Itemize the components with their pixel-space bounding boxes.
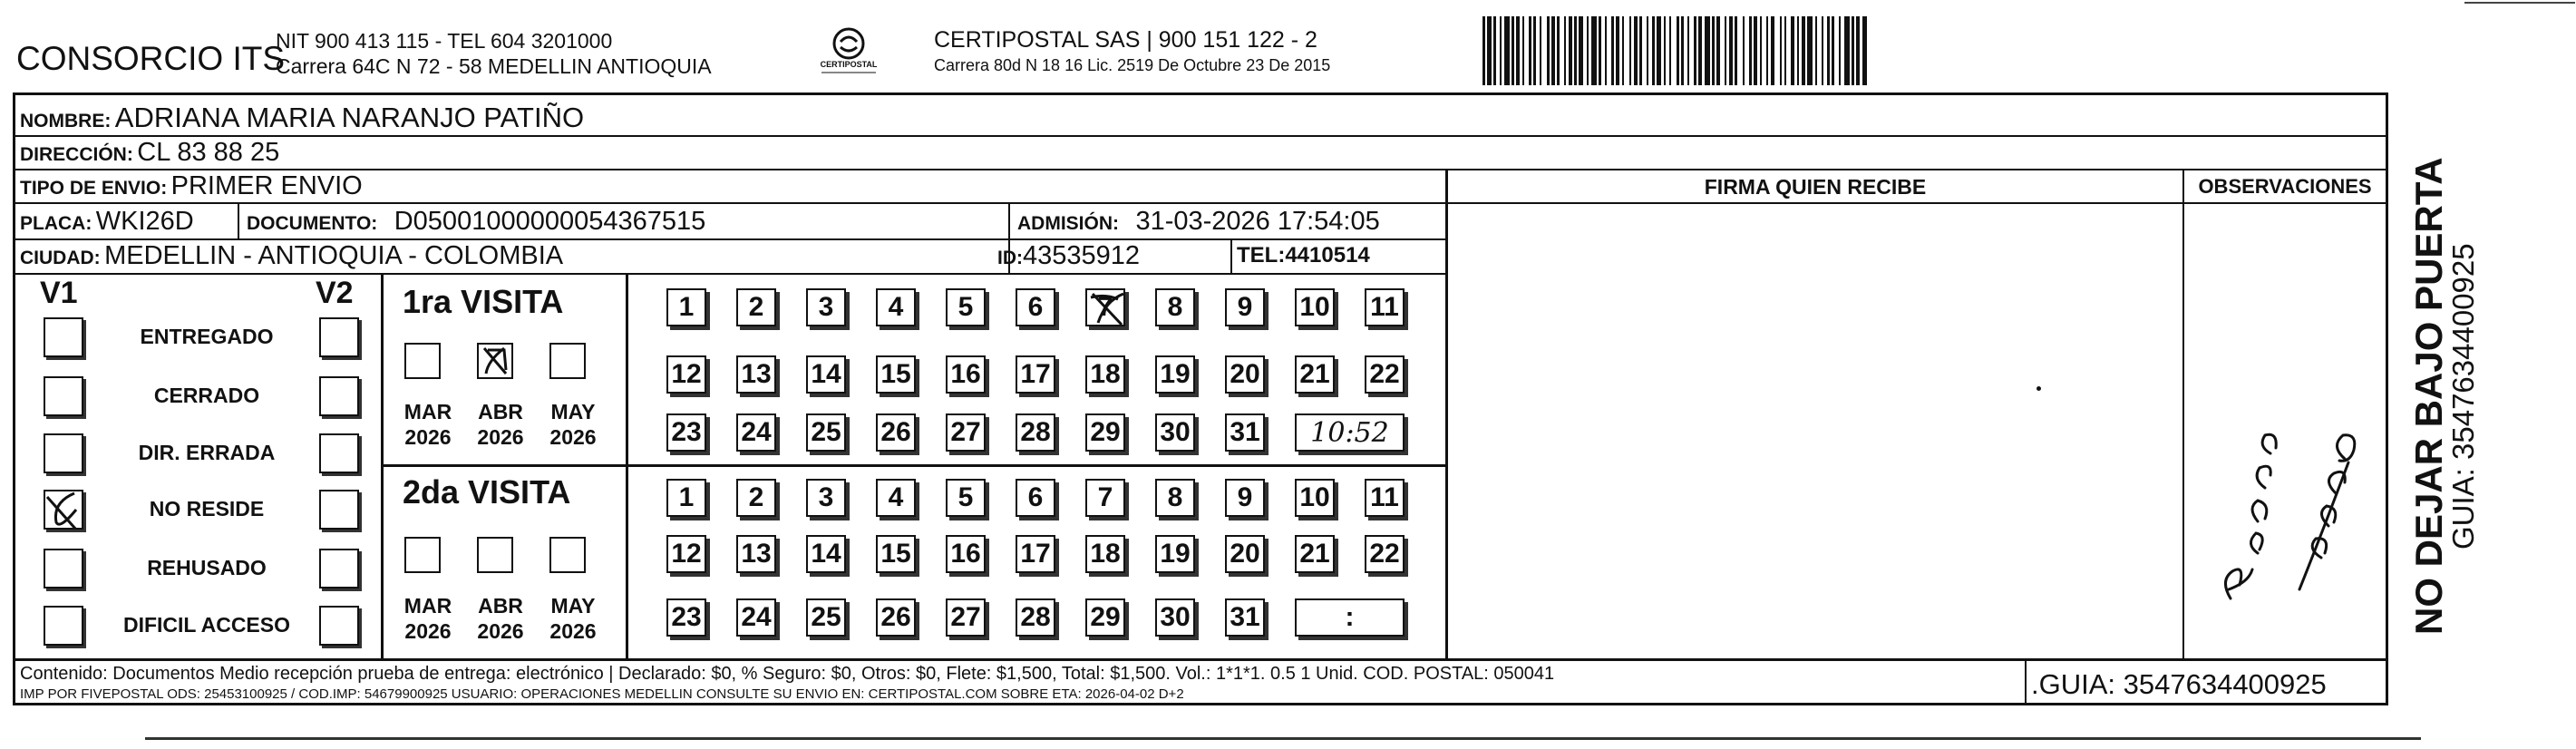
day-box[interactable] <box>1365 479 1405 517</box>
day-number: 24 <box>741 602 772 632</box>
day-number: 5 <box>957 292 974 322</box>
v2-checkbox[interactable] <box>319 549 359 588</box>
day-box[interactable] <box>666 598 706 637</box>
month-checkbox[interactable] <box>549 537 586 573</box>
observation-handwriting <box>2212 326 2376 608</box>
v1-checkbox[interactable] <box>44 549 83 588</box>
status-label: NO RESIDE <box>149 497 265 520</box>
day-number: 25 <box>811 602 841 632</box>
certipostal-logo <box>812 25 885 82</box>
time-box[interactable] <box>1295 598 1405 637</box>
day-number: 22 <box>1369 539 1400 569</box>
footer-imp-line: IMP POR FIVEPOSTAL ODS: 25453100925 / COD.IMP: 54679900925 USUARIO: OPERACIONES MEDELLIN CONSULTE SU ENVIO EN: CERTIPOSTAL.COM SOBRE ETA: 2026-04-02 D+2 <box>20 686 1184 702</box>
day-box[interactable] <box>1225 288 1265 326</box>
document-value: D05001000000054367515 <box>394 207 706 236</box>
month-name: MAY <box>550 400 596 423</box>
v2-checkbox[interactable] <box>319 376 359 416</box>
day-number: 31 <box>1230 602 1260 632</box>
month-checkbox[interactable] <box>404 343 441 379</box>
day-number: 14 <box>811 539 841 569</box>
day-number: 4 <box>888 292 904 322</box>
month-label <box>473 593 528 644</box>
day-number: 30 <box>1160 417 1191 447</box>
month-name: ABR <box>478 400 523 423</box>
time-value: 10:52 <box>1310 416 1389 449</box>
day-number: 10 <box>1299 292 1330 322</box>
month-label <box>546 593 600 644</box>
day-box[interactable] <box>1016 288 1055 326</box>
month-year: 2026 <box>404 619 452 643</box>
day-box[interactable] <box>1295 355 1335 394</box>
day-box[interactable] <box>736 479 776 517</box>
day-box[interactable] <box>1016 413 1055 452</box>
company-nit-line: NIT 900 413 115 - TEL 604 3201000 <box>276 29 613 53</box>
day-number: 13 <box>741 539 772 569</box>
month-label <box>546 399 600 450</box>
month-year: 2026 <box>477 425 524 449</box>
day-number: 29 <box>1090 602 1121 632</box>
day-number: 16 <box>950 359 981 389</box>
day-box[interactable] <box>806 535 846 573</box>
day-number: 12 <box>671 539 702 569</box>
admission-value: 31-03-2026 17:54:05 <box>1135 207 1380 236</box>
day-number: 27 <box>950 602 981 632</box>
day-number: 19 <box>1160 359 1191 389</box>
day-number: 28 <box>1020 602 1051 632</box>
day-number: 4 <box>888 482 904 512</box>
frame-left <box>13 92 15 705</box>
day-number: 18 <box>1090 539 1121 569</box>
month-name: MAY <box>550 594 596 618</box>
day-box[interactable] <box>736 535 776 573</box>
day-box[interactable] <box>1225 535 1265 573</box>
day-box[interactable] <box>946 535 986 573</box>
second-visit-title: 2da VISITA <box>403 473 571 511</box>
time-box[interactable] <box>1295 413 1405 452</box>
document-label: DOCUMENTO: <box>247 213 378 234</box>
day-box[interactable] <box>1365 355 1405 394</box>
day-number: 25 <box>811 417 841 447</box>
month-checkbox[interactable] <box>549 343 586 379</box>
day-number: 23 <box>671 417 702 447</box>
tel-value: 4410514 <box>1285 243 1370 268</box>
day-box[interactable] <box>876 355 916 394</box>
day-box[interactable] <box>1365 535 1405 573</box>
day-box[interactable] <box>876 288 916 326</box>
day-number: 10 <box>1299 482 1330 512</box>
month-label <box>401 399 455 450</box>
day-box[interactable] <box>806 355 846 394</box>
observations-header: OBSERVACIONES <box>2198 175 2372 198</box>
day-number: 9 <box>1237 292 1253 322</box>
day-box[interactable] <box>1016 535 1055 573</box>
shipment-type: PRIMER ENVIO <box>170 171 363 200</box>
first-visit-title: 1ra VISITA <box>403 283 564 320</box>
day-number: 2 <box>748 482 764 512</box>
day-box[interactable] <box>1225 479 1265 517</box>
v2-checkbox[interactable] <box>319 606 359 646</box>
v2-checkbox[interactable] <box>319 490 359 530</box>
day-box[interactable] <box>1295 479 1335 517</box>
day-number: 3 <box>818 482 834 512</box>
day-box[interactable] <box>876 535 916 573</box>
month-checkbox[interactable] <box>477 537 513 573</box>
day-number: 16 <box>950 539 981 569</box>
day-box[interactable] <box>806 413 846 452</box>
day-number: 17 <box>1020 539 1051 569</box>
day-number: 1 <box>678 482 695 512</box>
day-number: 2 <box>748 292 764 322</box>
day-box[interactable] <box>946 355 986 394</box>
courier-address: Carrera 80d N 18 16 Lic. 2519 De Octubre 23 De 2015 <box>934 56 1331 74</box>
v2-checkbox[interactable] <box>319 433 359 473</box>
v1-checkbox[interactable] <box>44 490 83 530</box>
day-number: 8 <box>1167 292 1183 322</box>
id-label: ID: <box>997 248 1023 268</box>
day-box[interactable] <box>1155 288 1195 326</box>
day-number: 6 <box>1027 482 1044 512</box>
day-number: 30 <box>1160 602 1191 632</box>
day-box[interactable] <box>1085 535 1125 573</box>
day-box[interactable] <box>1155 355 1195 394</box>
month-checkbox[interactable] <box>404 537 441 573</box>
month-year: 2026 <box>549 425 597 449</box>
footer-contents: Contenido: Documentos Medio recepción prueba de entrega: electrónico | Declarado: $0, % Seguro: $0, Otros: $0, Flete: $1,500, Total: $1,500. Vol.: 1*1*1. 0.5 1 Unid. COD. POSTAL: 050041 <box>20 664 1555 684</box>
month-name: ABR <box>478 594 523 618</box>
day-number: 11 <box>1370 482 1399 512</box>
side-guide: GUIA: 3547634400925 <box>2446 243 2480 550</box>
day-number: 21 <box>1299 359 1330 389</box>
company-name: CONSORCIO ITS <box>16 40 286 77</box>
day-box[interactable] <box>876 413 916 452</box>
month-name: MAR <box>403 594 452 618</box>
day-number: 12 <box>671 359 702 389</box>
barcode <box>1482 16 1867 85</box>
day-number: 27 <box>950 417 981 447</box>
observation-text <box>2212 326 2213 327</box>
day-box[interactable] <box>1155 535 1195 573</box>
day-number: 18 <box>1090 359 1121 389</box>
day-box[interactable] <box>736 355 776 394</box>
day-box[interactable] <box>1085 413 1125 452</box>
frame-bottom <box>13 703 2388 705</box>
warning-text: NO DEJAR BAJO PUERTA <box>2407 157 2450 635</box>
city-label: CIUDAD: <box>20 248 101 268</box>
day-number: 20 <box>1230 359 1260 389</box>
day-number: 8 <box>1167 482 1183 512</box>
day-number: 7 <box>1097 482 1113 512</box>
day-box[interactable] <box>806 479 846 517</box>
day-number: 26 <box>880 602 911 632</box>
v1-checkbox[interactable] <box>44 433 83 473</box>
month-checkbox[interactable] <box>477 343 513 379</box>
v1-checkbox[interactable] <box>44 606 83 646</box>
day-number: 5 <box>957 482 974 512</box>
day-box[interactable] <box>666 413 706 452</box>
day-box[interactable] <box>1155 479 1195 517</box>
day-box[interactable] <box>946 288 986 326</box>
v1-checkbox[interactable] <box>44 376 83 416</box>
v2-label: V2 <box>316 276 354 310</box>
signature-mark <box>2036 386 2041 391</box>
day-box[interactable] <box>666 288 706 326</box>
day-number: 21 <box>1299 539 1330 569</box>
day-box[interactable] <box>876 598 916 637</box>
tel-label: TEL: <box>1237 243 1286 268</box>
day-number: 1 <box>678 292 695 322</box>
status-label: ENTREGADO <box>140 325 274 348</box>
day-number: 19 <box>1160 539 1191 569</box>
day-number: 13 <box>741 359 772 389</box>
month-name: MAR <box>403 400 452 423</box>
day-box[interactable] <box>736 598 776 637</box>
day-box[interactable] <box>1085 355 1125 394</box>
day-box[interactable] <box>876 479 916 517</box>
day-number: 6 <box>1027 292 1044 322</box>
name-label: NOMBRE: <box>20 111 112 131</box>
frame-top <box>13 92 2386 95</box>
company-address-line: Carrera 64C N 72 - 58 MEDELLIN ANTIOQUIA <box>276 54 712 78</box>
status-label: REHUSADO <box>147 556 267 579</box>
day-box[interactable] <box>736 288 776 326</box>
day-number: 22 <box>1369 359 1400 389</box>
plate-value: WKI26D <box>95 207 194 236</box>
day-box[interactable] <box>666 535 706 573</box>
day-number: 31 <box>1230 417 1260 447</box>
day-box[interactable] <box>1085 288 1125 326</box>
month-year: 2026 <box>477 619 524 643</box>
month-label <box>401 593 455 644</box>
address-label: DIRECCIÓN: <box>20 144 133 165</box>
frame-right <box>2386 92 2388 705</box>
day-box[interactable] <box>1365 288 1405 326</box>
day-box[interactable] <box>946 479 986 517</box>
day-box[interactable] <box>1016 355 1055 394</box>
day-box[interactable] <box>1295 535 1335 573</box>
status-label: CERRADO <box>153 384 260 407</box>
day-number: 24 <box>741 417 772 447</box>
day-box[interactable] <box>1155 598 1195 637</box>
day-box[interactable] <box>946 413 986 452</box>
day-box[interactable] <box>666 355 706 394</box>
day-number: 17 <box>1020 359 1051 389</box>
day-number: 23 <box>671 602 702 632</box>
day-box[interactable] <box>1155 413 1195 452</box>
signature-header: FIRMA QUIEN RECIBE <box>1704 175 1927 199</box>
day-box[interactable] <box>1225 355 1265 394</box>
day-box[interactable] <box>736 413 776 452</box>
day-box[interactable] <box>1085 598 1125 637</box>
logo-text: CERTIPOSTAL <box>820 60 878 69</box>
footer-guide: .GUIA: 3547634400925 <box>2031 668 2327 700</box>
top-right-mark <box>2464 2 2575 4</box>
status-label: DIFICIL ACCESO <box>122 613 290 637</box>
plate-label: PLACA: <box>20 213 92 234</box>
status-label: DIR. ERRADA <box>138 441 276 464</box>
bottom-separator <box>145 737 2421 740</box>
v1-label: V1 <box>40 276 78 310</box>
admission-label: ADMISIÓN: <box>1017 213 1119 234</box>
day-number: 9 <box>1237 482 1253 512</box>
day-number: 28 <box>1020 417 1051 447</box>
day-box[interactable] <box>1085 479 1125 517</box>
courier-line: CERTIPOSTAL SAS | 900 151 122 - 2 <box>934 27 1317 53</box>
day-number: 7 <box>1097 292 1113 322</box>
day-box[interactable] <box>1016 598 1055 637</box>
day-box[interactable] <box>1016 479 1055 517</box>
day-number: 11 <box>1370 292 1399 322</box>
recipient-address: CL 83 88 25 <box>137 138 280 167</box>
v1-checkbox[interactable] <box>44 317 83 357</box>
month-year: 2026 <box>549 619 597 643</box>
day-box[interactable] <box>1225 413 1265 452</box>
day-box[interactable] <box>806 288 846 326</box>
day-number: 14 <box>811 359 841 389</box>
city-value: MEDELLIN - ANTIOQUIA - COLOMBIA <box>104 241 564 270</box>
month-label <box>473 399 528 450</box>
day-number: 29 <box>1090 417 1121 447</box>
day-number: 26 <box>880 417 911 447</box>
day-number: 15 <box>880 539 911 569</box>
month-year: 2026 <box>404 425 452 449</box>
day-box[interactable] <box>1295 288 1335 326</box>
time-value: : <box>1345 602 1355 632</box>
recipient-name: ADRIANA MARIA NARANJO PATIÑO <box>114 102 585 133</box>
day-box[interactable] <box>1225 598 1265 637</box>
day-box[interactable] <box>806 598 846 637</box>
type-label: TIPO DE ENVIO: <box>20 178 168 199</box>
day-box[interactable] <box>666 479 706 517</box>
day-number: 3 <box>818 292 834 322</box>
id-value: 43535912 <box>1023 241 1141 270</box>
v2-checkbox[interactable] <box>319 317 359 357</box>
day-number: 15 <box>880 359 911 389</box>
day-number: 20 <box>1230 539 1260 569</box>
day-box[interactable] <box>946 598 986 637</box>
